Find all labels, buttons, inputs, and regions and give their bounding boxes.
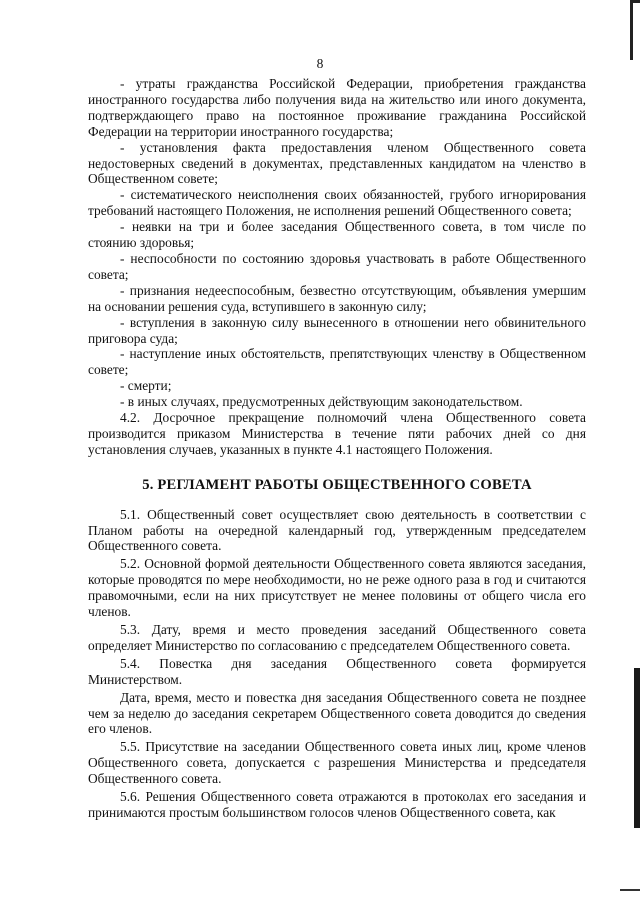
paragraph-4-2: 4.2. Досрочное прекращение полномочий члена Общественного совета производится приказом Министерства в течение пяти рабочих дней со дня установления случаев, указанных в пункте 4.1 настоящего Положения. bbox=[88, 410, 586, 457]
scan-edge-line bbox=[620, 889, 640, 891]
page-number: 8 bbox=[316, 56, 324, 71]
list-item: - смерти; bbox=[120, 378, 172, 394]
list-item: - систематического неисполнения своих обязанностей, грубого игнорирования требований настоящего Положения, не исполнения решений Общественного совета; bbox=[88, 187, 586, 219]
paragraph: 5.4. Повестка дня заседания Общественного совета формируется Министерством. bbox=[88, 655, 586, 687]
list-item: - утраты гражданства Российской Федерации, приобретения гражданства иностранного государства либо получения вида на жительство или иного документа, подтверждающего право на постоянное проживание гражданина Российской Федерации на территории иностранного государства; bbox=[88, 76, 586, 139]
list-item: - в иных случаях, предусмотренных действующим законодательством. bbox=[120, 394, 523, 410]
section-title: 5. РЕГЛАМЕНТ РАБОТЫ ОБЩЕСТВЕННОГО СОВЕТА bbox=[142, 476, 532, 493]
paragraph: 5.5. Присутствие на заседании Общественного совета иных лиц, кроме членов Общественного совета, допускается с разрешения Министерства и председателя Общественного совета. bbox=[88, 739, 586, 787]
paragraph: Дата, время, место и повестка дня заседания Общественного совета не позднее чем за неделю до заседания секретарем Общественного совета доводится до сведения его членов. bbox=[88, 689, 586, 737]
list-item: - вступления в законную силу вынесенного в отношении него обвинительного приговора суда; bbox=[88, 314, 586, 346]
list-item: - наступление иных обстоятельств, препятствующих членству в Общественном совете; bbox=[88, 346, 586, 378]
paragraph: 5.6. Решения Общественного совета отражаются в протоколах его заседания и принимаются простым большинством голосов членов Общественного совета, как bbox=[88, 789, 586, 820]
paragraph: 5.3. Дату, время и место проведения заседаний Общественного совета определяет Министерство по согласованию с председателем Общественного совета. bbox=[88, 622, 586, 653]
list-item: - неявки на три и более заседания Общественного совета, в том числе по стоянию здоровья; bbox=[88, 219, 586, 251]
scan-edge-bar bbox=[634, 668, 640, 828]
document-body bbox=[88, 76, 586, 821]
paragraph: 5.1. Общественный совет осуществляет свою деятельность в соответствии с Планом работы на очередной календарный год, утвержденным председателем Общественного совета. bbox=[88, 506, 586, 554]
list-item: - признания недееспособным, безвестно отсутствующим, объявления умершим на основании решения суда, вступившего в законную силу; bbox=[88, 282, 586, 314]
scan-edge-mark bbox=[630, 0, 640, 60]
list-item: - неспособности по состоянию здоровья участвовать в работе Общественного совета; bbox=[88, 250, 586, 282]
paragraph: 5.2. Основной формой деятельности Общественного совета являются заседания, которые проводятся по мере необходимости, но не реже одного раза в год и считаются правомочными, если на них присутствует не менее половины от общего числа его членов. bbox=[88, 556, 586, 620]
list-item: - установления факта предоставления членом Общественного совета недостоверных сведений в документах, представленных кандидатом на членство в Общественном совете; bbox=[88, 139, 586, 187]
